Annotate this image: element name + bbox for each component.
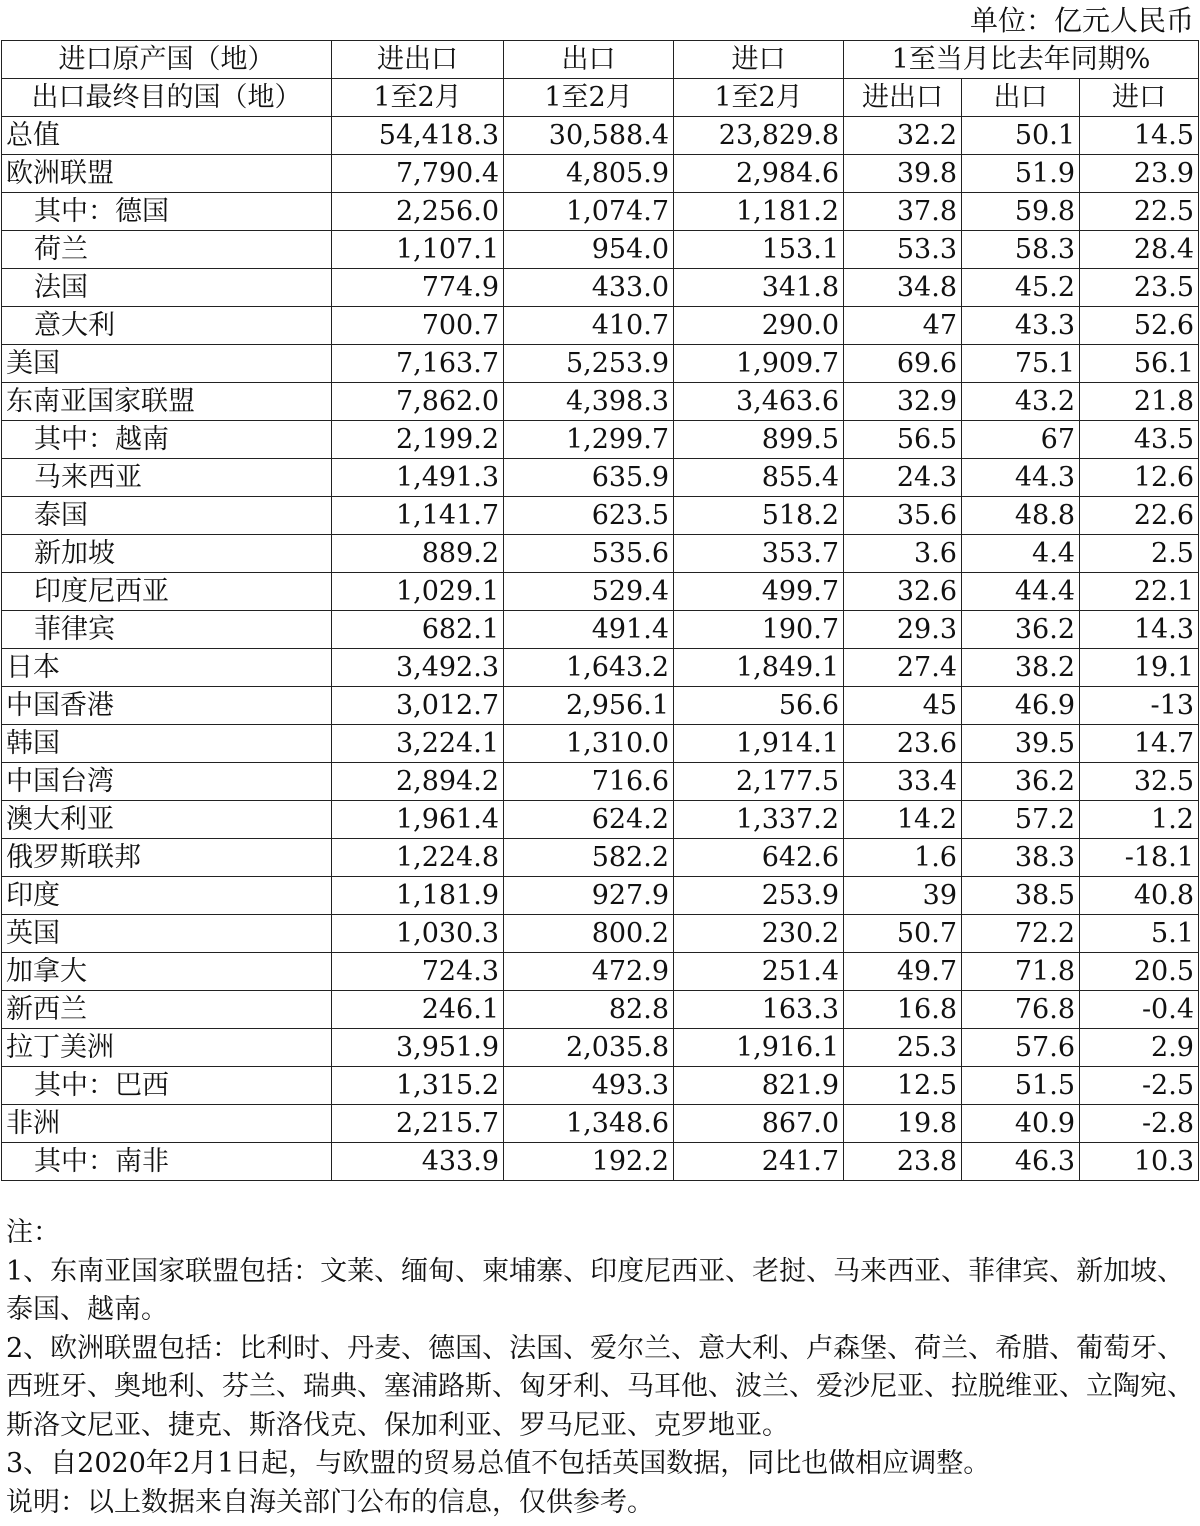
import-value: 23,829.8 [674, 117, 844, 155]
yoy-export-change: 44.4 [962, 573, 1080, 611]
export-value: 30,588.4 [504, 117, 674, 155]
import-value: 341.8 [674, 269, 844, 307]
export-value: 2,956.1 [504, 687, 674, 725]
total-trade-value: 2,894.2 [332, 763, 504, 801]
yoy-export-change: 51.5 [962, 1067, 1080, 1105]
export-value: 927.9 [504, 877, 674, 915]
yoy-total-change: 50.7 [844, 915, 962, 953]
yoy-header-total: 进出口 [844, 79, 962, 117]
import-value: 1,181.2 [674, 193, 844, 231]
country-name: 欧洲联盟 [2, 155, 332, 193]
table-header [2, 41, 1199, 117]
export-value: 529.4 [504, 573, 674, 611]
yoy-total-change: 25.3 [844, 1029, 962, 1067]
yoy-total-change: 47 [844, 307, 962, 345]
notes-heading: 注： [6, 1217, 60, 1248]
yoy-export-change: 4.4 [962, 535, 1080, 573]
yoy-import-change: -18.1 [1080, 839, 1199, 877]
yoy-export-change: 38.3 [962, 839, 1080, 877]
country-header-import-origin: 进口原产国（地） [2, 41, 332, 79]
table-row [2, 269, 1199, 307]
table-row [2, 839, 1199, 877]
export-value: 2,035.8 [504, 1029, 674, 1067]
table-row [2, 1143, 1199, 1181]
total-trade-value: 1,491.3 [332, 459, 504, 497]
export-value: 623.5 [504, 497, 674, 535]
yoy-total-change: 24.3 [844, 459, 962, 497]
table-row [2, 573, 1199, 611]
yoy-change-header: 1至当月比去年同期% [844, 41, 1199, 79]
yoy-export-change: 43.2 [962, 383, 1080, 421]
note-asean: 1、东南亚国家联盟包括：文莱、缅甸、柬埔寨、印度尼西亚、老挝、马来西亚、菲律宾、新加坡、泰国、越南。 [6, 1255, 1185, 1325]
yoy-total-change: 39 [844, 877, 962, 915]
country-name: 印度尼西亚 [2, 573, 332, 611]
export-value: 472.9 [504, 953, 674, 991]
yoy-import-change: 1.2 [1080, 801, 1199, 839]
total-trade-value: 54,418.3 [332, 117, 504, 155]
export-value: 1,348.6 [504, 1105, 674, 1143]
import-value: 251.4 [674, 953, 844, 991]
import-value: 855.4 [674, 459, 844, 497]
country-name: 英国 [2, 915, 332, 953]
table-row [2, 763, 1199, 801]
yoy-import-change: 5.1 [1080, 915, 1199, 953]
yoy-import-change: 19.1 [1080, 649, 1199, 687]
country-name: 荷兰 [2, 231, 332, 269]
import-value: 230.2 [674, 915, 844, 953]
country-name: 菲律宾 [2, 611, 332, 649]
table-row [2, 307, 1199, 345]
yoy-export-change: 40.9 [962, 1105, 1080, 1143]
total-trade-value: 700.7 [332, 307, 504, 345]
export-value: 582.2 [504, 839, 674, 877]
yoy-import-change: -13 [1080, 687, 1199, 725]
total-trade-value: 1,315.2 [332, 1067, 504, 1105]
export-value: 800.2 [504, 915, 674, 953]
export-value: 624.2 [504, 801, 674, 839]
country-name: 美国 [2, 345, 332, 383]
yoy-export-change: 43.3 [962, 307, 1080, 345]
total-trade-value: 1,030.3 [332, 915, 504, 953]
yoy-total-change: 35.6 [844, 497, 962, 535]
yoy-header-export: 出口 [962, 79, 1080, 117]
export-value: 5,253.9 [504, 345, 674, 383]
total-trade-value: 3,492.3 [332, 649, 504, 687]
import-value: 163.3 [674, 991, 844, 1029]
yoy-import-change: 14.3 [1080, 611, 1199, 649]
import-value: 499.7 [674, 573, 844, 611]
yoy-import-change: 22.1 [1080, 573, 1199, 611]
country-name: 总值 [2, 117, 332, 155]
total-trade-value: 1,107.1 [332, 231, 504, 269]
yoy-import-change: 14.5 [1080, 117, 1199, 155]
export-value: 1,310.0 [504, 725, 674, 763]
country-name: 中国台湾 [2, 763, 332, 801]
table-row [2, 383, 1199, 421]
yoy-import-change: 2.9 [1080, 1029, 1199, 1067]
country-name: 新西兰 [2, 991, 332, 1029]
import-value: 1,849.1 [674, 649, 844, 687]
export-value: 82.8 [504, 991, 674, 1029]
import-value: 190.7 [674, 611, 844, 649]
total-trade-value: 7,790.4 [332, 155, 504, 193]
yoy-export-change: 45.2 [962, 269, 1080, 307]
yoy-total-change: 19.8 [844, 1105, 962, 1143]
country-name: 非洲 [2, 1105, 332, 1143]
yoy-total-change: 39.8 [844, 155, 962, 193]
country-name: 其中：越南 [2, 421, 332, 459]
table-row [2, 953, 1199, 991]
export-value: 954.0 [504, 231, 674, 269]
yoy-total-change: 69.6 [844, 345, 962, 383]
total-trade-value: 774.9 [332, 269, 504, 307]
table-row [2, 193, 1199, 231]
yoy-total-change: 1.6 [844, 839, 962, 877]
export-value: 433.0 [504, 269, 674, 307]
yoy-export-change: 58.3 [962, 231, 1080, 269]
country-name: 意大利 [2, 307, 332, 345]
yoy-import-change: 2.5 [1080, 535, 1199, 573]
export-header: 出口 [504, 41, 674, 79]
yoy-import-change: -0.4 [1080, 991, 1199, 1029]
table-row [2, 687, 1199, 725]
yoy-export-change: 71.8 [962, 953, 1080, 991]
country-name: 日本 [2, 649, 332, 687]
yoy-import-change: 43.5 [1080, 421, 1199, 459]
import-value: 1,337.2 [674, 801, 844, 839]
table-row [2, 991, 1199, 1029]
country-name: 中国香港 [2, 687, 332, 725]
yoy-export-change: 57.6 [962, 1029, 1080, 1067]
table-row [2, 345, 1199, 383]
yoy-export-change: 50.1 [962, 117, 1080, 155]
yoy-import-change: 52.6 [1080, 307, 1199, 345]
country-name: 俄罗斯联邦 [2, 839, 332, 877]
import-value: 241.7 [674, 1143, 844, 1181]
import-value: 642.6 [674, 839, 844, 877]
country-name: 泰国 [2, 497, 332, 535]
yoy-total-change: 34.8 [844, 269, 962, 307]
export-value: 535.6 [504, 535, 674, 573]
country-name: 加拿大 [2, 953, 332, 991]
yoy-import-change: 40.8 [1080, 877, 1199, 915]
table-row [2, 535, 1199, 573]
yoy-import-change: 56.1 [1080, 345, 1199, 383]
yoy-import-change: 22.6 [1080, 497, 1199, 535]
table-row [2, 497, 1199, 535]
yoy-export-change: 76.8 [962, 991, 1080, 1029]
yoy-total-change: 45 [844, 687, 962, 725]
yoy-export-change: 72.2 [962, 915, 1080, 953]
period-header-import: 1至2月 [674, 79, 844, 117]
yoy-export-change: 38.5 [962, 877, 1080, 915]
export-value: 493.3 [504, 1067, 674, 1105]
total-trade-value: 7,862.0 [332, 383, 504, 421]
period-header-export: 1至2月 [504, 79, 674, 117]
table-row [2, 725, 1199, 763]
export-value: 491.4 [504, 611, 674, 649]
country-name: 韩国 [2, 725, 332, 763]
country-name: 东南亚国家联盟 [2, 383, 332, 421]
import-value: 2,177.5 [674, 763, 844, 801]
yoy-import-change: 23.5 [1080, 269, 1199, 307]
yoy-import-change: 28.4 [1080, 231, 1199, 269]
export-value: 1,299.7 [504, 421, 674, 459]
yoy-export-change: 39.5 [962, 725, 1080, 763]
yoy-export-change: 44.3 [962, 459, 1080, 497]
yoy-export-change: 51.9 [962, 155, 1080, 193]
yoy-total-change: 12.5 [844, 1067, 962, 1105]
import-value: 153.1 [674, 231, 844, 269]
table-row [2, 155, 1199, 193]
yoy-import-change: 21.8 [1080, 383, 1199, 421]
yoy-total-change: 49.7 [844, 953, 962, 991]
table-row [2, 1067, 1199, 1105]
total-trade-value: 3,012.7 [332, 687, 504, 725]
total-trade-value: 7,163.7 [332, 345, 504, 383]
table-row [2, 915, 1199, 953]
yoy-import-change: 23.9 [1080, 155, 1199, 193]
yoy-total-change: 16.8 [844, 991, 962, 1029]
import-value: 1,914.1 [674, 725, 844, 763]
yoy-import-change: 32.5 [1080, 763, 1199, 801]
yoy-export-change: 46.3 [962, 1143, 1080, 1181]
yoy-import-change: 20.5 [1080, 953, 1199, 991]
import-value: 2,984.6 [674, 155, 844, 193]
unit-label: 单位：亿元人民币 [969, 4, 1194, 37]
import-value: 518.2 [674, 497, 844, 535]
note-uk: 3、自2020年2月1日起，与欧盟的贸易总值不包括英国数据，同比也做相应调整。 [6, 1448, 991, 1479]
yoy-total-change: 29.3 [844, 611, 962, 649]
period-header-total: 1至2月 [332, 79, 504, 117]
total-trade-value: 246.1 [332, 991, 504, 1029]
import-value: 353.7 [674, 535, 844, 573]
export-value: 635.9 [504, 459, 674, 497]
total-trade-value: 682.1 [332, 611, 504, 649]
table-row [2, 117, 1199, 155]
yoy-total-change: 3.6 [844, 535, 962, 573]
country-name: 马来西亚 [2, 459, 332, 497]
total-trade-value: 2,215.7 [332, 1105, 504, 1143]
data-source-remark: 说明：以上数据来自海关部门公布的信息，仅供参考。 [6, 1486, 654, 1518]
country-name: 新加坡 [2, 535, 332, 573]
yoy-total-change: 37.8 [844, 193, 962, 231]
yoy-export-change: 38.2 [962, 649, 1080, 687]
yoy-export-change: 36.2 [962, 763, 1080, 801]
import-value: 56.6 [674, 687, 844, 725]
header-row-2 [2, 79, 1199, 117]
total-trade-value: 1,141.7 [332, 497, 504, 535]
yoy-import-change: 12.6 [1080, 459, 1199, 497]
yoy-total-change: 32.2 [844, 117, 962, 155]
yoy-import-change: 10.3 [1080, 1143, 1199, 1181]
total-trade-value: 724.3 [332, 953, 504, 991]
table-row [2, 421, 1199, 459]
country-name: 其中：巴西 [2, 1067, 332, 1105]
export-value: 192.2 [504, 1143, 674, 1181]
total-trade-value: 1,029.1 [332, 573, 504, 611]
table-body [2, 117, 1199, 1181]
table-row [2, 231, 1199, 269]
yoy-export-change: 59.8 [962, 193, 1080, 231]
country-name: 澳大利亚 [2, 801, 332, 839]
total-trade-value: 3,224.1 [332, 725, 504, 763]
country-name: 法国 [2, 269, 332, 307]
yoy-import-change: -2.5 [1080, 1067, 1199, 1105]
total-trade-value: 3,951.9 [332, 1029, 504, 1067]
yoy-total-change: 53.3 [844, 231, 962, 269]
country-name: 其中：德国 [2, 193, 332, 231]
country-name: 印度 [2, 877, 332, 915]
yoy-export-change: 48.8 [962, 497, 1080, 535]
import-value: 1,909.7 [674, 345, 844, 383]
yoy-export-change: 46.9 [962, 687, 1080, 725]
country-name: 拉丁美洲 [2, 1029, 332, 1067]
export-value: 1,643.2 [504, 649, 674, 687]
total-trade-value: 1,961.4 [332, 801, 504, 839]
table-row [2, 1029, 1199, 1067]
import-value: 3,463.6 [674, 383, 844, 421]
export-value: 1,074.7 [504, 193, 674, 231]
total-trade-value: 1,181.9 [332, 877, 504, 915]
import-value: 821.9 [674, 1067, 844, 1105]
yoy-total-change: 14.2 [844, 801, 962, 839]
yoy-total-change: 33.4 [844, 763, 962, 801]
yoy-total-change: 32.6 [844, 573, 962, 611]
export-value: 4,398.3 [504, 383, 674, 421]
yoy-import-change: 14.7 [1080, 725, 1199, 763]
yoy-total-change: 27.4 [844, 649, 962, 687]
export-value: 4,805.9 [504, 155, 674, 193]
trade-table [1, 40, 1199, 1181]
yoy-total-change: 23.6 [844, 725, 962, 763]
total-trade-value: 433.9 [332, 1143, 504, 1181]
header-row-1 [2, 41, 1199, 79]
yoy-total-change: 23.8 [844, 1143, 962, 1181]
total-trade-value: 2,256.0 [332, 193, 504, 231]
import-value: 899.5 [674, 421, 844, 459]
import-value: 867.0 [674, 1105, 844, 1143]
yoy-export-change: 57.2 [962, 801, 1080, 839]
import-value: 253.9 [674, 877, 844, 915]
total-trade-value: 1,224.8 [332, 839, 504, 877]
import-value: 1,916.1 [674, 1029, 844, 1067]
yoy-header-import: 进口 [1080, 79, 1199, 117]
table-row [2, 459, 1199, 497]
import-value: 290.0 [674, 307, 844, 345]
table-row [2, 801, 1199, 839]
note-eu: 2、欧洲联盟包括：比利时、丹麦、德国、法国、爱尔兰、意大利、卢森堡、荷兰、希腊、葡萄牙、西班牙、奥地利、芬兰、瑞典、塞浦路斯、匈牙利、马耳他、波兰、爱沙尼亚、拉脱维亚、立陶宛、斯洛文尼亚、捷克、斯洛伐克、保加利亚、罗马尼亚、克罗地亚。 [6, 1332, 1194, 1441]
yoy-import-change: -2.8 [1080, 1105, 1199, 1143]
yoy-import-change: 22.5 [1080, 193, 1199, 231]
yoy-export-change: 75.1 [962, 345, 1080, 383]
country-name: 其中：南非 [2, 1143, 332, 1181]
table-row [2, 1105, 1199, 1143]
total-trade-value: 2,199.2 [332, 421, 504, 459]
yoy-export-change: 67 [962, 421, 1080, 459]
yoy-total-change: 56.5 [844, 421, 962, 459]
import-header: 进口 [674, 41, 844, 79]
total-trade-header: 进出口 [332, 41, 504, 79]
export-value: 716.6 [504, 763, 674, 801]
country-header-export-destination: 出口最终目的国（地） [2, 79, 332, 117]
yoy-export-change: 36.2 [962, 611, 1080, 649]
table-row [2, 611, 1199, 649]
total-trade-value: 889.2 [332, 535, 504, 573]
export-value: 410.7 [504, 307, 674, 345]
yoy-total-change: 32.9 [844, 383, 962, 421]
table-row [2, 649, 1199, 687]
table-row [2, 877, 1199, 915]
notes-section [6, 1214, 1194, 1522]
